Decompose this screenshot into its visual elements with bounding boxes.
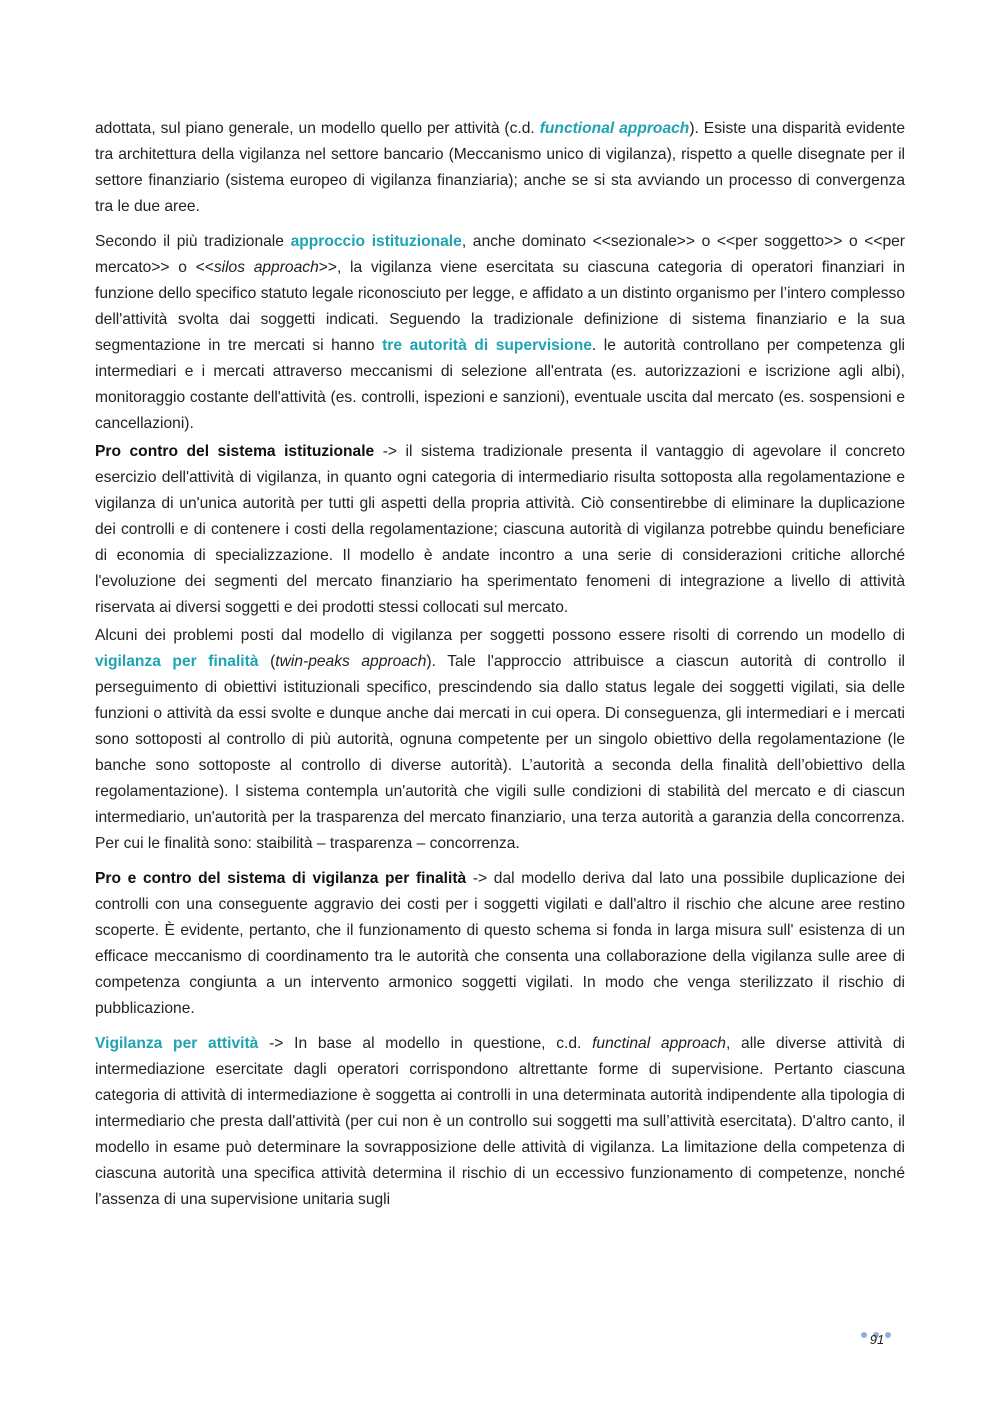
text-run: ). Esiste una disparità evidente tra architettura della vigilanza nel settore bancario (Meccanismo unico di vigilanza), rispetto a quelle disegnate per il settore finanziario (sistema europeo di vigilanza finanziaria); anche se si sta avviando un processo di convergenza tra le due aree.: [95, 120, 905, 215]
italic-term: silos approach: [213, 259, 319, 276]
text-run: , anche dominato <<sezionale>> o <<per soggetto>> o <<per mercato>> o <<: [95, 233, 905, 276]
paragraph-1: [95, 116, 905, 220]
document-body: [95, 116, 905, 1213]
text-run: . le autorità controllano per competenza gli intermediari e i mercati attraverso meccanismi di selezione all'entrata (es. autorizzazioni e iscrizione agli albi), monitoraggio costante dell'attività (es. controlli, ispezioni e sanzioni), eventuale uscita dal mercato (es. sospensioni e cancellazioni).: [95, 337, 905, 432]
text-run: >>, la vigilanza viene esercitata su ciascuna categoria di operatori finanziari in funzione dello specifico statuto legale riconosciuto per legge, e affidato a un distinto organismo per l’intero complesso dell'attività svolta dai soggetti indicati. Seguendo la tradizionale definizione di sistema finanziario e la sua segmentazione in tre mercati si hanno: [95, 259, 906, 354]
text-run: Alcuni dei problemi posti dal modello di vigilanza per soggetti possono essere risolti di correndo un modello di: [95, 627, 905, 644]
text-run: ). Tale l'approccio attribuisce a ciascun autorità di controllo il perseguimento di obiettivi istituzionali specifico, prescindendo sia dallo status legale dei soggetti vigilati, sia delle funzioni o attività da essi svolte e dunque anche dai mercati in cui opera. Di conseguenza, gli intermediari e i mercati sono sottoposti al controllo di più autorità, ognuna competente per un singolo obiettivo della regolamentazione (le banche sono sottoposte al controllo di diverse autorità). L’autorità a seconda della finalità dell’obiettivo della regolamentazione). l sistema contempla un'autorità che vigili sulle condizioni di stabilità del mercato e di ciascun intermediario, un'autorità per la trasparenza del mercato finanziario, una terza autorità a garanzia della concorrenza. Per cui le finalità sono: staibilità – trasparenza – concorrenza.: [95, 653, 906, 852]
paragraph-3: [95, 439, 905, 621]
paragraph-5: [95, 866, 905, 1022]
text-run: -> il sistema tradizionale presenta il vantaggio di agevolare il concreto esercizio dell'attività di vigilanza, in quanto ogni categoria di intermediario risulta sottoposta alla regolamentazione e vigilanza di un'unica autorità per tutti gli aspetti della propria attività. Ciò consentirebbe di eliminare la duplicazione dei controlli e di contenere i costi della regolamentazione; ciascuna autorità di vigilanza potrebbe quindu beneficiare di economia di specializzazione. Il modello è andate incontro a una serie di considerazioni critiche allorché l'evoluzione dei segmenti del mercato finanziario ha sperimentato fenomeni di integrazione a livello di attività riservata ai diversi soggetti e dei prodotti stessi collocati sul mercato.: [95, 443, 905, 616]
paragraph-4: [95, 623, 905, 857]
italic-term: functinal approach: [592, 1035, 726, 1052]
italic-term: twin-peaks approach: [275, 653, 427, 670]
highlight-term: tre autorità di supervisione: [382, 337, 592, 354]
paragraph-2: [95, 229, 905, 437]
highlight-term: vigilanza per finalità: [95, 653, 259, 670]
bold-heading: Pro e contro del sistema di vigilanza per finalità: [95, 870, 467, 887]
paragraph-6: [95, 1031, 905, 1213]
text-run: , alle diverse attività di intermediazione esercitate dagli operatori corrispondono altrettante forme di supervisione. Pertanto ciascuna categoria di attività di intermediazione è soggetta ai controlli in una determinata autorità indipendente alla tipologia di intermediario che presta dall'attività (per cui non è un controllo sui soggetti ma sull’attività esercitata). D'altro canto, il modello in esame può determinare la sovrapposizione delle attività di vigilanza. La limitazione della competenza di ciascuna autorità una specifica attività determina il rischio di un eccessivo funzionamento di competenze, nonché l'assenza di una supervisione unitaria sugli: [95, 1035, 905, 1208]
bold-heading: Pro contro del sistema istituzionale: [95, 443, 375, 460]
highlight-term: approccio istituzionale: [290, 233, 462, 250]
text-run: Secondo il più tradizionale: [95, 233, 291, 250]
page-number: 91: [869, 1332, 885, 1347]
highlight-term: functional approach: [539, 120, 690, 137]
text-run: adottata, sul piano generale, un modello quello per attività (c.d.: [95, 120, 540, 137]
highlight-heading: Vigilanza per attività: [95, 1035, 259, 1052]
text-run: -> In base al modello in questione, c.d.: [258, 1035, 593, 1052]
text-run: (: [258, 653, 276, 670]
text-run: -> dal modello deriva dal lato una possibile duplicazione dei controlli con una conseguente aggravio dei costi per i soggetti vigilati e dall'altro il rischio che alcune aree restino scoperte. È evidente, pertanto, che il funzionamento di questo schema si fonda in larga misura sull' esistenza di un efficace meccanismo di coordinamento tra le autorità che consenta una collaborazione della vigilanza sulle aree di competenza congiunta a un intervento armonico soggetti vigilati. In modo che venga sterilizzato il rischio di pubblicazione.: [95, 870, 906, 1017]
